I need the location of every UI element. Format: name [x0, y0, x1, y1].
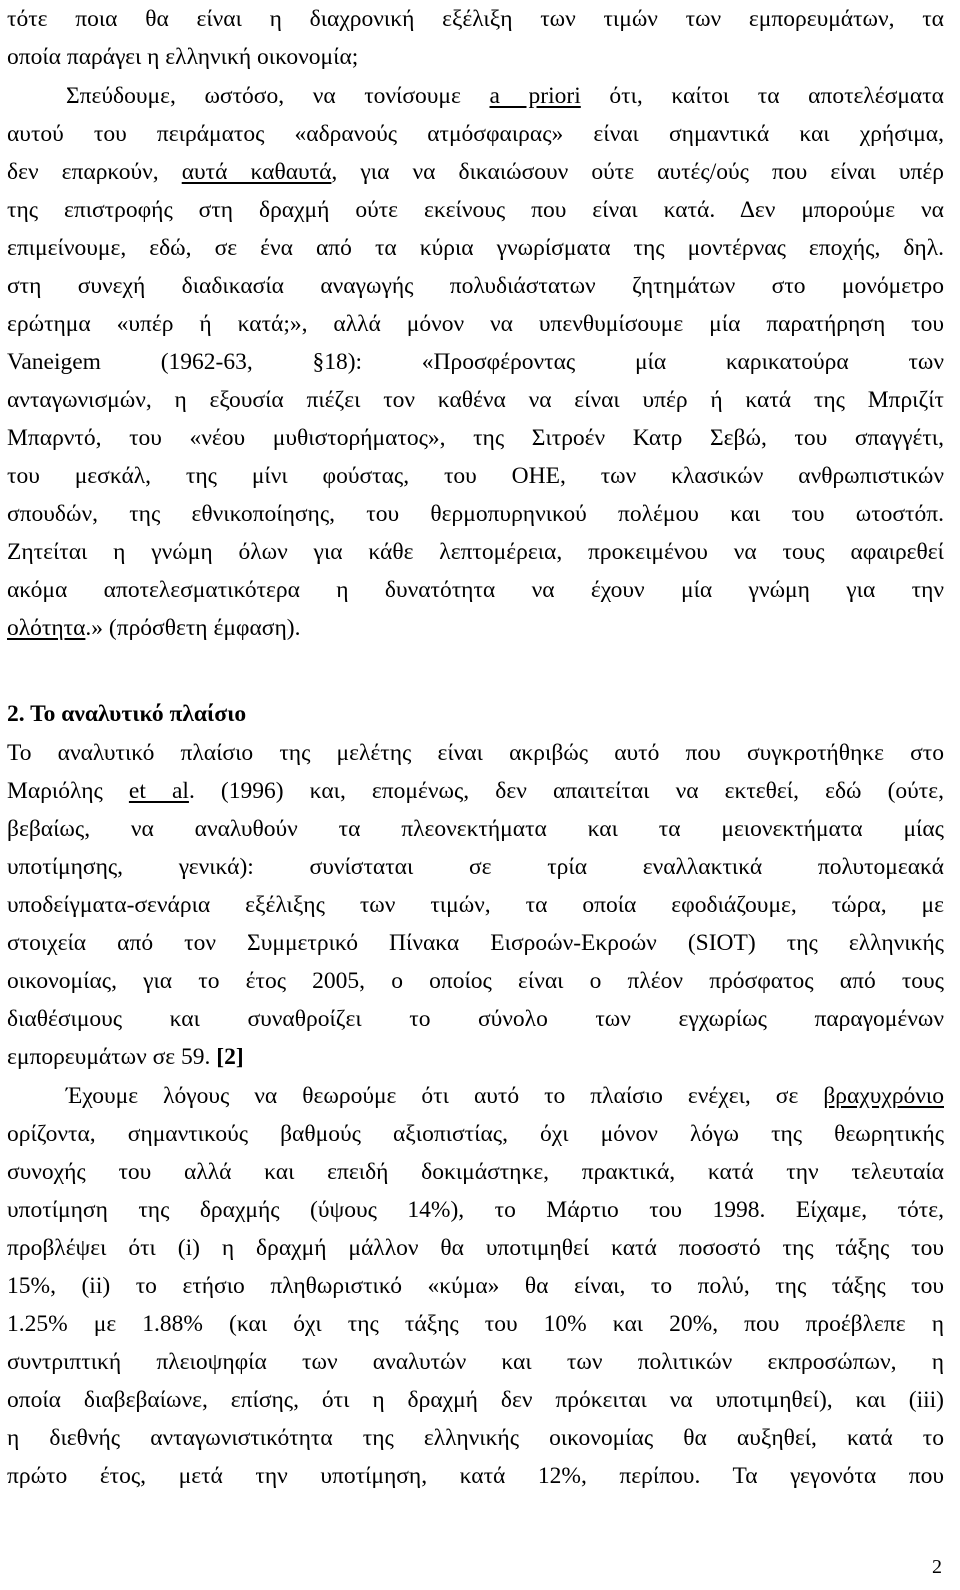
text-line: δεν επαρκούν, αυτά καθαυτά, για να δικαιώσουν ούτε αυτές/ούς που είναι υπέρ [7, 159, 944, 185]
text-line: οποία παράγει η ελληνική οικονομία; [7, 44, 359, 70]
text-line: της επιστροφής στη δραχμή ούτε εκείνους που είναι κατά. Δεν μπορούμε να [7, 197, 944, 223]
underlined-term: a priori [489, 83, 581, 109]
text-line: Vaneigem (1962-63, §18): «Προσφέροντας μία καρικατούρα των [7, 349, 944, 375]
text-line: 1.25% με 1.88% (και όχι της τάξης του 10% και 20%, που προέβλεπε η [7, 1311, 944, 1337]
section-heading: 2. Το αναλυτικό πλαίσιο [7, 701, 247, 727]
underlined-term: βραχυχρόνιο [823, 1083, 944, 1109]
text-line: πρώτο έτος, μετά την υποτίμηση, κατά 12%, περίπου. Τα γεγονότα που [7, 1463, 944, 1489]
text-line: 15%, (ii) το ετήσιο πληθωριστικό «κύμα» θα είναι, το πολύ, της τάξης του [7, 1273, 944, 1299]
reference-marker: [2] [216, 1044, 244, 1070]
text-line: ανταγωνισμών, η εξουσία πιέζει τον καθένα να είναι υπέρ ή κατά της Μπριζίτ [7, 387, 944, 413]
text-line: ερώτημα «υπέρ ή κατά;», αλλά μόνον να υπενθυμίσουμε μία παρατήρηση του [7, 311, 944, 337]
text-line: προβλέψει ότι (i) η δραχμή μάλλον θα υποτιμηθεί κατά ποσοστό της τάξης του [7, 1235, 944, 1261]
text-line: υποτίμηση της δραχμής (ύψους 14%), το Μάρτιο του 1998. Είχαμε, τότε, [7, 1197, 944, 1223]
text-line: Έχουμε λόγους να θεωρούμε ότι αυτό το πλαίσιο ενέχει, σε βραχυχρόνιο [66, 1083, 944, 1109]
text-line: στοιχεία από τον Συμμετρικό Πίνακα Εισροών-Εκροών (SIOT) της ελληνικής [7, 930, 944, 956]
text-line: ολότητα.» (πρόσθετη έμφαση). [7, 615, 301, 641]
text-line: υποδείγματα-σενάρια εξέλιξης των τιμών, τα οποία εφοδιάζουμε, τώρα, με [7, 892, 944, 918]
underlined-term: et al [128, 778, 189, 804]
text-line: του μεσκάλ, της μίνι φούστας, του ΟΗΕ, των κλασικών ανθρωπιστικών [7, 463, 944, 489]
text-line: διαθέσιμους και συναθροίζει το σύνολο των εγχωρίως παραγομένων [7, 1006, 944, 1032]
text-line: ορίζοντα, σημαντικούς βαθμούς αξιοπιστίας, όχι μόνον λόγω της θεωρητικής [7, 1121, 944, 1147]
text-line: οποία διαβεβαίωνε, επίσης, ότι η δραχμή δεν πρόκειται να υποτιμηθεί), και (iii) [7, 1387, 944, 1413]
text-line: σπουδών, της εθνικοποίησης, του θερμοπυρηνικού πολέμου και του ωτοστόπ. [7, 501, 944, 527]
text-line: οικονομίας, για το έτος 2005, ο οποίος είναι ο πλέον πρόσφατος από τους [7, 968, 944, 994]
text-line: Σπεύδουμε, ωστόσο, να τονίσουμε a priori ότι, καίτοι τα αποτελέσματα [66, 83, 944, 109]
page-number: 2 [932, 1556, 942, 1578]
text-line: εμπορευμάτων σε 59. [2] [7, 1044, 244, 1070]
text-line: υποτίμησης, γενικά): συνίσταται σε τρία εναλλακτικά πολυτομεακά [7, 854, 944, 880]
text-line: επιμείνουμε, εδώ, σε ένα από τα κύρια γνωρίσματα της μοντέρνας εποχής, δηλ. [7, 235, 944, 261]
text-line: συνοχής του αλλά και επειδή δοκιμάστηκε, πρακτικά, κατά την τελευταία [7, 1159, 944, 1185]
text-line: Ζητείται η γνώμη όλων για κάθε λεπτομέρεια, προκειμένου να τους αφαιρεθεί [7, 539, 944, 565]
text-line: η διεθνής ανταγωνιστικότητα της ελληνικής οικονομίας θα αυξηθεί, κατά το [7, 1425, 944, 1451]
text-line: Μαριόλης et al. (1996) και, επομένως, δεν απαιτείται να εκτεθεί, εδώ (ούτε, [7, 778, 944, 804]
text-line: ακόμα αποτελεσματικότερα η δυνατότητα να έχουν μία γνώμη για την [7, 577, 944, 603]
text-line: Μπαρντό, του «νέου μυθιστορήματος», της Σιτροέν Κατρ Σεβώ, του σπαγγέτι, [7, 425, 944, 451]
text-line: συντριπτική πλειοψηφία των αναλυτών και των πολιτικών εκπροσώπων, η [7, 1349, 944, 1375]
text-line: αυτού του πειράματος «αδρανούς ατμόσφαιρας» είναι σημαντικά και χρήσιμα, [7, 121, 944, 147]
text-line: τότε ποια θα είναι η διαχρονική εξέλιξη των τιμών των εμπορευμάτων, τα [7, 6, 944, 32]
underlined-term: ολότητα [7, 615, 86, 641]
underlined-term: αυτά καθαυτά [181, 159, 332, 185]
text-line: βεβαίως, να αναλυθούν τα πλεονεκτήματα και τα μειονεκτήματα μίας [7, 816, 944, 842]
text-line: Το αναλυτικό πλαίσιο της μελέτης είναι ακριβώς αυτό που συγκροτήθηκε στο [7, 740, 944, 766]
text-line: στη συνεχή διαδικασία αναγωγής πολυδιάστατων ζητημάτων στο μονόμετρο [7, 273, 944, 299]
